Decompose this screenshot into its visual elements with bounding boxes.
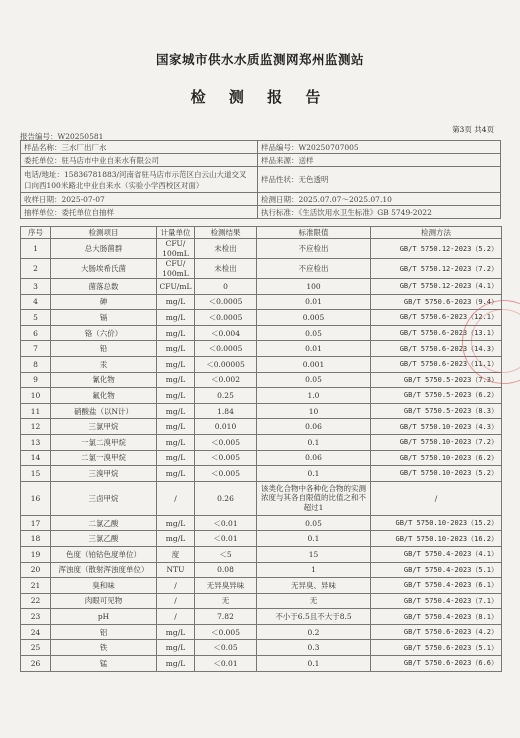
row-method: GB/T 5750.4-2023（4.1） bbox=[371, 546, 502, 562]
row-method: GB/T 5750.10-2023（15.2） bbox=[371, 515, 502, 531]
row-no: 14 bbox=[21, 450, 51, 466]
row-result: 1.84 bbox=[195, 403, 257, 419]
row-unit: mg/L bbox=[157, 434, 195, 450]
row-limit: 10 bbox=[257, 403, 371, 419]
sampler: 抽样单位：委托单位自抽样 bbox=[21, 206, 258, 219]
row-unit: mg/L bbox=[157, 310, 195, 326]
header-result: 检测结果 bbox=[195, 227, 257, 239]
row-limit: 0.06 bbox=[257, 419, 371, 435]
row-method: GB/T 5750.5-2023（8.3） bbox=[371, 403, 502, 419]
row-method: GB/T 5750.6-2023（12.1） bbox=[371, 310, 502, 326]
row-item: 浑浊度（散射浑浊度单位） bbox=[51, 562, 157, 578]
row-limit: 0.1 bbox=[257, 531, 371, 547]
row-no: 9 bbox=[21, 372, 51, 388]
row-method: GB/T 5750.12-2023（7.2） bbox=[371, 259, 502, 279]
report-title: 检 测 报 告 bbox=[190, 88, 330, 106]
row-item: 汞 bbox=[51, 356, 157, 372]
table-row bbox=[21, 372, 502, 388]
standard: 执行标准：《生活饮用水卫生标准》GB 5749-2022 bbox=[258, 206, 501, 219]
sample-no: 样品编号：W20250707005 bbox=[258, 141, 501, 154]
row-unit: mg/L bbox=[157, 325, 195, 341]
row-no: 21 bbox=[21, 578, 51, 594]
row-method: GB/T 5750.6-2023（4.2） bbox=[371, 624, 502, 640]
row-no: 20 bbox=[21, 562, 51, 578]
row-limit: 0.05 bbox=[257, 325, 371, 341]
row-no: 1 bbox=[21, 239, 51, 259]
row-item: 砷 bbox=[51, 294, 157, 310]
row-unit: mg/L bbox=[157, 341, 195, 357]
row-limit: 15 bbox=[257, 546, 371, 562]
header-method: 检测方法 bbox=[371, 227, 502, 239]
row-unit: CFU/ 100mL bbox=[157, 259, 195, 279]
row-unit: mg/L bbox=[157, 531, 195, 547]
row-no: 18 bbox=[21, 531, 51, 547]
row-item: 三氯甲烷 bbox=[51, 419, 157, 435]
row-item: 二氯乙酸 bbox=[51, 515, 157, 531]
row-no: 24 bbox=[21, 624, 51, 640]
row-no: 2 bbox=[21, 259, 51, 279]
row-unit: mg/L bbox=[157, 515, 195, 531]
table-row bbox=[21, 609, 502, 625]
row-result: ＜0.00005 bbox=[195, 356, 257, 372]
org-name: 国家城市供水水质监测网郑州监测站 bbox=[155, 52, 364, 67]
row-result: 未检出 bbox=[195, 239, 257, 259]
row-unit: / bbox=[157, 593, 195, 609]
row-item: 二氯一溴甲烷 bbox=[51, 450, 157, 466]
row-unit: mg/L bbox=[157, 388, 195, 404]
row-limit: 0.05 bbox=[257, 372, 371, 388]
row-result: 7.82 bbox=[195, 609, 257, 625]
row-item: 氰化物 bbox=[51, 372, 157, 388]
row-limit: 1.0 bbox=[257, 388, 371, 404]
row-no: 10 bbox=[21, 388, 51, 404]
table-row bbox=[21, 546, 502, 562]
row-result: 无异臭异味 bbox=[195, 578, 257, 594]
row-unit: mg/L bbox=[157, 419, 195, 435]
table-row bbox=[21, 515, 502, 531]
client-address: 电话/地址：15836781883/河南省驻马店市示范区白云山大道交叉口向西100米路北中业自来水（实验小学西校区对面） bbox=[21, 167, 258, 193]
row-no: 22 bbox=[21, 593, 51, 609]
row-item: 一氯二溴甲烷 bbox=[51, 434, 157, 450]
row-no: 6 bbox=[21, 325, 51, 341]
row-unit: CFU/mL bbox=[157, 279, 195, 295]
row-no: 23 bbox=[21, 609, 51, 625]
row-item: 氟化物 bbox=[51, 388, 157, 404]
row-no: 12 bbox=[21, 419, 51, 435]
row-limit: 0.3 bbox=[257, 640, 371, 656]
row-result: 0.010 bbox=[195, 419, 257, 435]
row-result: 0.26 bbox=[195, 481, 257, 515]
row-result: 0 bbox=[195, 279, 257, 295]
row-method: GB/T 5750.6-2023（9.4） bbox=[371, 294, 502, 310]
row-no: 26 bbox=[21, 656, 51, 672]
row-result: 0.08 bbox=[195, 562, 257, 578]
row-unit: mg/L bbox=[157, 372, 195, 388]
test-date: 检测日期：2025.07.07～2025.07.10 bbox=[258, 193, 501, 206]
sample-source: 样品来源：送样 bbox=[258, 154, 501, 167]
table-row bbox=[21, 279, 502, 295]
row-item: 铝 bbox=[51, 624, 157, 640]
row-unit: mg/L bbox=[157, 640, 195, 656]
row-result: ＜0.005 bbox=[195, 434, 257, 450]
row-result: ＜0.004 bbox=[195, 325, 257, 341]
table-row bbox=[21, 356, 502, 372]
table-row bbox=[21, 593, 502, 609]
row-item: 总大肠菌群 bbox=[51, 239, 157, 259]
row-unit: mg/L bbox=[157, 624, 195, 640]
row-result: 无 bbox=[195, 593, 257, 609]
row-result: ＜0.002 bbox=[195, 372, 257, 388]
row-no: 15 bbox=[21, 466, 51, 482]
row-limit: 不小于6.5且不大于8.5 bbox=[257, 609, 371, 625]
table-row bbox=[21, 310, 502, 326]
row-item: 臭和味 bbox=[51, 578, 157, 594]
row-item: 大肠埃希氏菌 bbox=[51, 259, 157, 279]
row-method: GB/T 5750.4-2023（7.1） bbox=[371, 593, 502, 609]
row-limit: 无 bbox=[257, 593, 371, 609]
row-result: ＜0.01 bbox=[195, 656, 257, 672]
header-item: 检测项目 bbox=[51, 227, 157, 239]
row-result: ＜0.005 bbox=[195, 450, 257, 466]
row-method: GB/T 5750.5-2023（7.3） bbox=[371, 372, 502, 388]
row-limit: 0.2 bbox=[257, 624, 371, 640]
row-no: 19 bbox=[21, 546, 51, 562]
client: 委托单位：驻马店市中业自来水有限公司 bbox=[21, 154, 258, 167]
row-method: GB/T 5750.10-2023（16.2） bbox=[371, 531, 502, 547]
row-limit: 0.1 bbox=[257, 466, 371, 482]
receive-date: 收样日期：2025-07-07 bbox=[21, 193, 258, 206]
row-method: GB/T 5750.4-2023（8.1） bbox=[371, 609, 502, 625]
row-no: 7 bbox=[21, 341, 51, 357]
table-row bbox=[21, 325, 502, 341]
row-unit: CFU/ 100mL bbox=[157, 239, 195, 259]
row-result: ＜0.0005 bbox=[195, 294, 257, 310]
sample-name: 样品名称：三水厂出厂水 bbox=[21, 141, 258, 154]
table-row bbox=[21, 531, 502, 547]
row-method: GB/T 5750.10-2023（6.2） bbox=[371, 450, 502, 466]
sample-info-table bbox=[20, 140, 501, 219]
row-limit: 无异臭、异味 bbox=[257, 578, 371, 594]
table-row bbox=[21, 239, 502, 259]
sample-traits: 样品性状：无色透明 bbox=[258, 167, 501, 193]
row-result: ＜5 bbox=[195, 546, 257, 562]
row-unit: mg/L bbox=[157, 656, 195, 672]
row-limit: 不应检出 bbox=[257, 239, 371, 259]
row-unit: mg/L bbox=[157, 294, 195, 310]
row-no: 4 bbox=[21, 294, 51, 310]
page-number: 第3页 共4页 bbox=[452, 125, 494, 134]
row-limit: 0.1 bbox=[257, 434, 371, 450]
row-limit: 0.1 bbox=[257, 656, 371, 672]
row-no: 13 bbox=[21, 434, 51, 450]
table-row bbox=[21, 578, 502, 594]
row-limit: 0.01 bbox=[257, 341, 371, 357]
row-unit: mg/L bbox=[157, 403, 195, 419]
table-row bbox=[21, 656, 502, 672]
row-result: ＜0.0005 bbox=[195, 341, 257, 357]
table-row bbox=[21, 640, 502, 656]
row-result: 0.25 bbox=[195, 388, 257, 404]
table-row bbox=[21, 419, 502, 435]
row-item: pH bbox=[51, 609, 157, 625]
row-item: 镉 bbox=[51, 310, 157, 326]
row-unit: mg/L bbox=[157, 450, 195, 466]
row-limit: 0.05 bbox=[257, 515, 371, 531]
row-item: 三卤甲烷 bbox=[51, 481, 157, 515]
row-result: ＜0.0005 bbox=[195, 310, 257, 326]
row-result: ＜0.05 bbox=[195, 640, 257, 656]
table-row bbox=[21, 388, 502, 404]
table-header-row bbox=[21, 227, 502, 239]
table-row bbox=[21, 294, 502, 310]
row-item: 铁 bbox=[51, 640, 157, 656]
table-row bbox=[21, 481, 502, 515]
row-result: ＜0.005 bbox=[195, 466, 257, 482]
row-limit: 0.06 bbox=[257, 450, 371, 466]
row-method: GB/T 5750.6-2023（6.6） bbox=[371, 656, 502, 672]
row-method: GB/T 5750.6-2023（5.1） bbox=[371, 640, 502, 656]
row-result: ＜0.005 bbox=[195, 624, 257, 640]
header-unit: 计量单位 bbox=[157, 227, 195, 239]
row-item: 铅 bbox=[51, 341, 157, 357]
row-limit: 0.001 bbox=[257, 356, 371, 372]
row-method: / bbox=[371, 481, 502, 515]
row-limit: 该类化合物中各种化合物的实测浓度与其各自限值的比值之和不超过1 bbox=[257, 481, 371, 515]
row-item: 三氯乙酸 bbox=[51, 531, 157, 547]
row-item: 硝酸盐（以N计） bbox=[51, 403, 157, 419]
row-unit: mg/L bbox=[157, 466, 195, 482]
row-item: 色度（铂钴色度单位） bbox=[51, 546, 157, 562]
row-limit: 0.005 bbox=[257, 310, 371, 326]
header-no: 序号 bbox=[21, 227, 51, 239]
row-limit: 100 bbox=[257, 279, 371, 295]
table-row bbox=[21, 624, 502, 640]
row-unit: / bbox=[157, 578, 195, 594]
row-method: GB/T 5750.5-2023（6.2） bbox=[371, 388, 502, 404]
row-item: 三溴甲烷 bbox=[51, 466, 157, 482]
row-no: 5 bbox=[21, 310, 51, 326]
row-item: 菌落总数 bbox=[51, 279, 157, 295]
row-result: ＜0.01 bbox=[195, 515, 257, 531]
row-unit: NTU bbox=[157, 562, 195, 578]
row-method: GB/T 5750.10-2023（4.3） bbox=[371, 419, 502, 435]
row-item: 锰 bbox=[51, 656, 157, 672]
row-unit: / bbox=[157, 609, 195, 625]
row-method: GB/T 5750.10-2023（5.2） bbox=[371, 466, 502, 482]
header-limit: 标准限值 bbox=[257, 227, 371, 239]
row-unit: mg/L bbox=[157, 356, 195, 372]
row-method: GB/T 5750.10-2023（7.2） bbox=[371, 434, 502, 450]
row-unit: / bbox=[157, 481, 195, 515]
table-row bbox=[21, 562, 502, 578]
row-method: GB/T 5750.6-2023（13.1） bbox=[371, 325, 502, 341]
row-no: 3 bbox=[21, 279, 51, 295]
report-number: 报告编号：W20250581 bbox=[20, 132, 104, 141]
row-item: 铬（六价） bbox=[51, 325, 157, 341]
row-no: 25 bbox=[21, 640, 51, 656]
row-item: 肉眼可见物 bbox=[51, 593, 157, 609]
table-row bbox=[21, 341, 502, 357]
row-unit: 度 bbox=[157, 546, 195, 562]
row-result: 未检出 bbox=[195, 259, 257, 279]
row-no: 11 bbox=[21, 403, 51, 419]
row-result: ＜0.01 bbox=[195, 531, 257, 547]
table-row bbox=[21, 434, 502, 450]
row-limit: 1 bbox=[257, 562, 371, 578]
row-method: GB/T 5750.4-2023（5.1） bbox=[371, 562, 502, 578]
table-row bbox=[21, 259, 502, 279]
row-method: GB/T 5750.12-2023（4.1） bbox=[371, 279, 502, 295]
row-method: GB/T 5750.4-2023（6.1） bbox=[371, 578, 502, 594]
row-limit: 不应检出 bbox=[257, 259, 371, 279]
row-method: GB/T 5750.6-2023（11.1） bbox=[371, 356, 502, 372]
table-row bbox=[21, 403, 502, 419]
row-method: GB/T 5750.6-2023（14.3） bbox=[371, 341, 502, 357]
results-table bbox=[20, 226, 502, 672]
row-no: 16 bbox=[21, 481, 51, 515]
table-row bbox=[21, 466, 502, 482]
row-method: GB/T 5750.12-2023（5.2） bbox=[371, 239, 502, 259]
row-limit: 0.01 bbox=[257, 294, 371, 310]
row-no: 8 bbox=[21, 356, 51, 372]
table-row bbox=[21, 450, 502, 466]
row-no: 17 bbox=[21, 515, 51, 531]
